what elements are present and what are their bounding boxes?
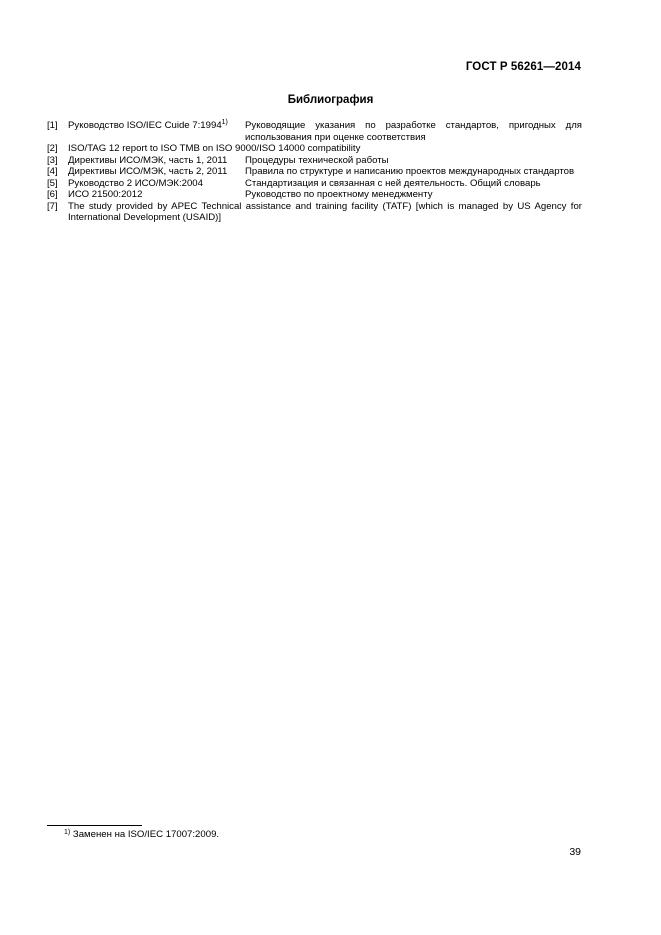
footnote-marker: 1) (64, 829, 71, 836)
entry-number: [2] (47, 143, 58, 154)
entry-source: ИСО 21500:2012 (68, 189, 143, 200)
bibliography-entry-1 (47, 120, 582, 143)
entry-number: [3] (47, 154, 58, 166)
bibliography-entry-5 (47, 178, 582, 190)
bibliography-entry-3 (47, 155, 582, 167)
page-number: 39 (569, 846, 581, 858)
entry-number: [5] (47, 177, 58, 189)
entry-source-text: Руководство ISO/IEC Cuide 7:1994 (68, 120, 222, 131)
entry-full-text: The study provided by APEC Technical assistance and training facility (TATF) [which is managed by US Agency for International Development (USAID)] (68, 200, 582, 223)
entry-source: Руководство 2 ИСО/МЭК:2004 (68, 177, 203, 189)
entry-description: Стандартизация и связанная с ней деятельность. Общий словарь (245, 177, 541, 189)
entry-description: Правила по структуре и написанию проектов международных стандартов (245, 166, 575, 177)
footnote (64, 829, 219, 840)
bibliography-entry-7 (47, 201, 582, 224)
entry-full-text: ISO/TAG 12 report to ISO TMB on ISO 9000/ISO 14000 compatibility (68, 143, 361, 154)
footnote-text: Заменен на ISO/IEC 17007:2009. (72, 829, 220, 840)
bibliography-title: Библиография (287, 94, 374, 106)
entry-number: [1] (47, 120, 58, 131)
entry-source (68, 120, 245, 132)
entry-number: [6] (47, 189, 58, 200)
entry-number: [4] (47, 166, 58, 177)
footnote-separator (47, 825, 142, 826)
bibliography-entry-2 (47, 143, 582, 155)
entry-number: [7] (47, 200, 58, 212)
entry-description: Руководство по проектному менеджменту (245, 189, 433, 200)
bibliography-entry-6 (47, 189, 582, 201)
footnote-marker: 1) (221, 119, 228, 126)
entry-description: Руководящие указания по разработке стандартов, пригодных для использования при оценке соответствия (245, 120, 582, 143)
document-number-header: ГОСТ Р 56261—2014 (465, 61, 581, 73)
entry-description: Процедуры технической работы (245, 154, 389, 166)
entry-source: Директивы ИСО/МЭК, часть 1, 2011 (68, 154, 228, 166)
entry-source: Директивы ИСО/МЭК, часть 2, 2011 (68, 166, 228, 177)
bibliography-entry-4 (47, 166, 582, 178)
bibliography-list (47, 120, 582, 224)
